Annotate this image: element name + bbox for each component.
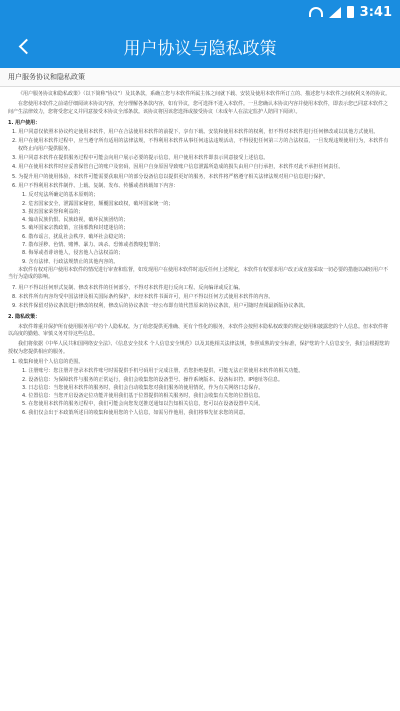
sub-list-item: 7. 散布淫秽、色情、赌博、暴力、凶杀、恐怖或者教唆犯罪的；	[22, 242, 164, 249]
battery-icon	[347, 6, 354, 18]
intro-paragraph: 在您使用本软件之前请仔细阅读本协议内容，充分理解各条款内容，如有异议，您可选择不进入本软件。一旦您确认本协议内容并使用本软件，即表示您已同意本软件之间产生法律效力，您将受您定义并同意接受本协议全部条款。该协议将因该您选择或接受协议（未成年人在法定监护人陪同下阅读）。	[8, 101, 389, 115]
signal-icon	[329, 7, 341, 18]
sub-list-item: 2. 危害国家安全，泄露国家秘密，颠覆国家政权，破坏国家统一的；	[22, 200, 174, 207]
list-item: 2. 用户在使用本软件过程中，应当遵守所有适用的法律法规，不得利用本软件从事任何违法违规活动，不得侵犯任何第三方的合法权益，一旦发现违规使用行为，本软件有权终止向用户提供服务。	[12, 138, 389, 152]
list-item: 1. 收集和使用个人信息的范围。	[12, 358, 84, 365]
section-paragraph: 我们将依据《中华人民共和国网络安全法》、《信息安全技术 个人信息安全规范》以及其他相关法律法规，参照成熟的安全标准，保护您的个人信息安全，我们会根据您的授权为您提供相应的服务。	[8, 341, 390, 355]
sub-list-item: 1. 反对宪法所确定的基本原则的；	[22, 192, 99, 199]
sub-list-item: 4. 煽动民族仇恨、民族歧视，破坏民族团结的；	[22, 217, 129, 224]
status-right	[309, 5, 392, 20]
doc-heading: 用户服务协议和隐私政策	[0, 68, 400, 87]
list-item: 6. 用户不得利用本软件制作、上载、复制、发布、传播或者转载如下内容：	[12, 182, 179, 189]
sub-list-item: 3. 日志信息：当您使用本软件的服务时，我们会自动收集您对我们服务的使用情况，作为有关网络日志保存。	[22, 384, 264, 391]
list-item: 9. 本软件保留对协议条款进行修改的权利，修改后的协议条款一经公布即有效代替原来的协议条款，用户可随时查阅最新版协议条款。	[12, 303, 309, 310]
sub-list-item: 9. 含有法律、行政法规禁止的其他内容的。	[22, 258, 119, 265]
list-item: 7. 用户不得以任何形式复制、修改本软件的任何部分，不得对本软件进行反向工程、反向编译或反汇编。	[12, 284, 244, 291]
wifi-icon	[309, 7, 323, 17]
sub-list-item: 8. 侮辱或者诽谤他人，侵害他人合法权益的；	[22, 250, 124, 257]
sub-list-item: 2. 设备信息：为保障软件与服务的正常运行，我们会收集您的设备型号、操作系统版本、设备标识符、IP地址等信息。	[22, 376, 283, 383]
section-title: 1. 用户使用：	[8, 119, 41, 126]
sub-list-item: 5. 在您使用本软件的服务过程中，我们可能会向您发送推送通知以告知相关信息，您可以在设备设置中关闭。	[22, 401, 264, 408]
back-chevron-icon	[18, 38, 34, 54]
sub-list-item: 3. 损害国家荣誉和利益的；	[22, 208, 84, 215]
list-item: 8. 本软件所有内容均受中国法律及相关国际条约保护，未经本软件书面许可，用户不得以任何方式使用本软件的内容。	[12, 293, 274, 300]
content-scroll[interactable]	[0, 68, 400, 711]
status-bar	[0, 0, 400, 24]
list-item: 4. 用户在使用本软件时应妥善保管自己的账户及密码，因用户自身原因导致账户信息泄露所造成的损失由用户自行承担，本软件对此不承担任何责任。	[12, 164, 344, 171]
intro-paragraph: 《用户服务协议和隐私政策》（以下简称"协议"）及其条款，系确立您与本软件所属主体之间就下载、安装及使用本软件所订立的、描述您与本软件之间权利义务的协议。	[18, 91, 391, 97]
sub-list-item: 4. 位置信息：当您开启设备定位功能并使用我们基于位置提供的相关服务时，我们会收集有关您的位置信息。	[22, 393, 264, 400]
list-item: 1. 用户同意仅依照本协议约定使用本软件，用户在合法使用本软件的前提下，享有下载、安装和使用本软件的权利，但不得对本软件进行任何修改或以其他方式使用。	[12, 129, 379, 136]
list-item: 3. 用户同意本软件在提供服务过程中可能会向用户展示必要的提示信息，用户使用本软件即表示同意接受上述信息。	[12, 155, 269, 162]
section-title: 2. 隐私政策：	[8, 314, 41, 321]
app-bar	[0, 24, 400, 68]
sub-list-item: 5. 破坏国家宗教政策，宣扬邪教和封建迷信的；	[22, 225, 129, 232]
page-title: 用户协议与隐私政策	[123, 38, 277, 59]
sub-list-item: 6. 散布谣言，扰乱社会秩序，破坏社会稳定的；	[22, 233, 129, 240]
doc-body	[0, 87, 400, 417]
status-time: 3:41	[359, 4, 392, 20]
list-item: 5. 为提升用户的使用体验，本软件可能需要获取用户的部分设备信息以提供更好的服务，本软件将严格遵守相关法律法规对用户信息进行保护。	[12, 173, 329, 180]
note-paragraph: 本软件有权对用户使用本软件的情况进行审查和监督，如发现用户在使用本软件时违反任何上述规定，本软件有权要求用户改正或直接采取一切必要的措施以减轻用户不当行为造成的影响。	[8, 266, 389, 281]
section-paragraph: 本软件尊重并保护所有使用服务用户的个人隐私权。为了给您提供更准确、更有个性化的服务，本软件会按照本隐私权政策的规定使用和披露您的个人信息。但本软件将以高度的勤勉、审慎义务对待这些信息。	[8, 323, 389, 338]
sub-list-item: 6. 我们仅会出于本政策所述目的收集和使用您的个人信息，如需另作他用，我们将事先征求您的同意。	[22, 409, 249, 416]
sub-list-item: 1. 注册账号：您注册并登录本软件账号时需提供手机号码用于完成注册，若您拒绝提供，可能无法正常使用本软件的相关功能。	[22, 368, 304, 375]
back-button[interactable]	[12, 32, 40, 60]
